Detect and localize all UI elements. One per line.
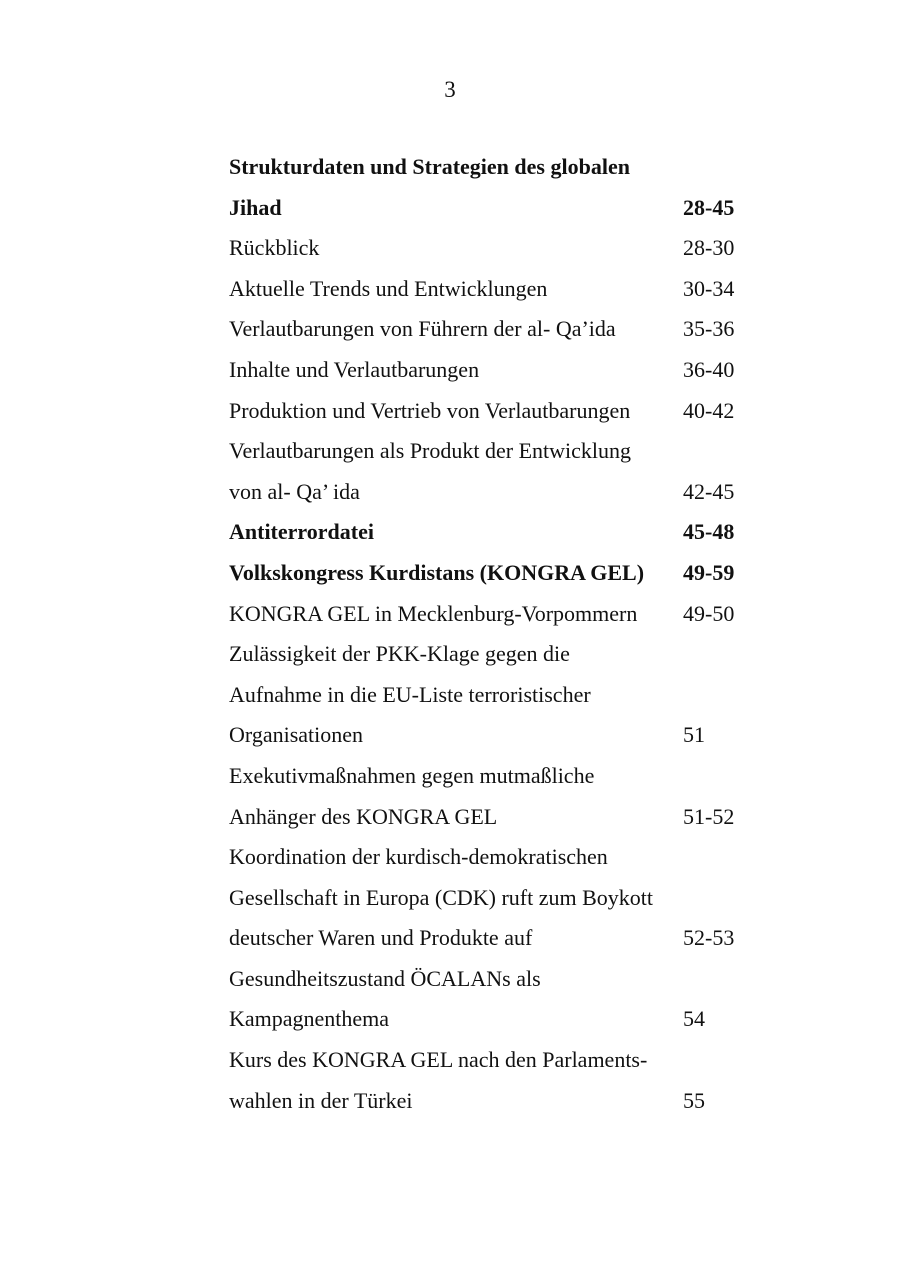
toc-entry-pages: 55 [683, 1087, 705, 1113]
toc-entry-line [229, 675, 749, 716]
toc-entry-line [229, 756, 749, 797]
toc-entry-title: Kurs des KONGRA GEL nach den Parlaments- [229, 1047, 648, 1073]
toc-entry-title: Aufnahme in die EU-Liste terroristischer [229, 681, 591, 707]
toc-entry-pages: 51-52 [683, 803, 735, 829]
toc-entry-pages: 52-53 [683, 925, 735, 951]
toc-entry-pages: 28-45 [683, 194, 735, 220]
toc-entry-line [229, 594, 749, 635]
toc-entry-pages: 36-40 [683, 356, 735, 382]
toc-entry-line [229, 959, 749, 1000]
toc-entry-title: von al- Qa’ ida [229, 478, 360, 504]
table-of-contents [229, 147, 749, 1121]
toc-entry-title: Verlautbarungen von Führern der al- Qa’ida [229, 316, 616, 342]
toc-heading-line [229, 512, 749, 553]
toc-entry-pages: 28-30 [683, 235, 735, 261]
toc-entry-line [229, 228, 749, 269]
toc-entry-title: Aktuelle Trends und Entwicklungen [229, 275, 548, 301]
toc-heading-line [229, 553, 749, 594]
toc-entry-pages: 42-45 [683, 478, 735, 504]
toc-entry-line [229, 918, 749, 959]
toc-entry-line [229, 431, 749, 472]
toc-entry-line [229, 715, 749, 756]
toc-entry-pages: 49-50 [683, 600, 735, 626]
toc-entry-title: KONGRA GEL in Mecklenburg-Vorpommern [229, 600, 638, 626]
toc-entry-title: Kampagnenthema [229, 1006, 390, 1032]
toc-entry-pages: 54 [683, 1006, 705, 1032]
toc-entry-title: Exekutivmaßnahmen gegen mutmaßliche [229, 762, 595, 788]
toc-entry-title: Zulässigkeit der PKK-Klage gegen die [229, 641, 570, 667]
toc-entry-title: Organisationen [229, 722, 364, 748]
page-number: 3 [444, 77, 456, 102]
toc-entry-title: deutscher Waren und Produkte auf [229, 925, 533, 951]
toc-entry-pages: 45-48 [683, 519, 735, 545]
toc-entry-title: Produktion und Vertrieb von Verlautbarungen [229, 397, 631, 423]
toc-entry-pages: 51 [683, 722, 705, 748]
toc-entry-pages: 35-36 [683, 316, 735, 342]
toc-entry-line [229, 797, 749, 838]
toc-entry-title: wahlen in der Türkei [229, 1087, 413, 1113]
toc-entry-pages: 49-59 [683, 559, 735, 585]
toc-entry-pages: 40-42 [683, 397, 735, 423]
toc-entry-line [229, 999, 749, 1040]
toc-entry-title: Gesundheitszustand ÖCALANs als [229, 965, 541, 991]
toc-entry-title: Rückblick [229, 235, 320, 261]
toc-entry-title: Verlautbarungen als Produkt der Entwicklung [229, 438, 632, 464]
toc-entry-line [229, 350, 749, 391]
toc-entry-line [229, 634, 749, 675]
toc-entry-line [229, 391, 749, 432]
toc-entry-title: Jihad [229, 194, 282, 220]
toc-entry-line [229, 1040, 749, 1081]
toc-entry-line [229, 309, 749, 350]
toc-heading-line [229, 147, 749, 188]
toc-entry-title: Inhalte und Verlautbarungen [229, 356, 480, 382]
toc-entry-line [229, 472, 749, 513]
toc-entry-title: Koordination der kurdisch-demokratischen [229, 844, 608, 870]
toc-entry-title: Gesellschaft in Europa (CDK) ruft zum Boykott [229, 884, 654, 910]
toc-entry-line [229, 837, 749, 878]
toc-entry-line [229, 269, 749, 310]
toc-entry-pages: 30-34 [683, 275, 735, 301]
toc-entry-title: Anhänger des KONGRA GEL [229, 803, 498, 829]
toc-entry-title: Volkskongress Kurdistans (KONGRA GEL) [229, 559, 645, 585]
toc-entry-line [229, 878, 749, 919]
toc-entry-line [229, 1081, 749, 1122]
toc-entry-title: Antiterrordatei [229, 519, 374, 545]
toc-heading-line [229, 188, 749, 229]
toc-entry-title: Strukturdaten und Strategien des globalen [229, 154, 630, 179]
